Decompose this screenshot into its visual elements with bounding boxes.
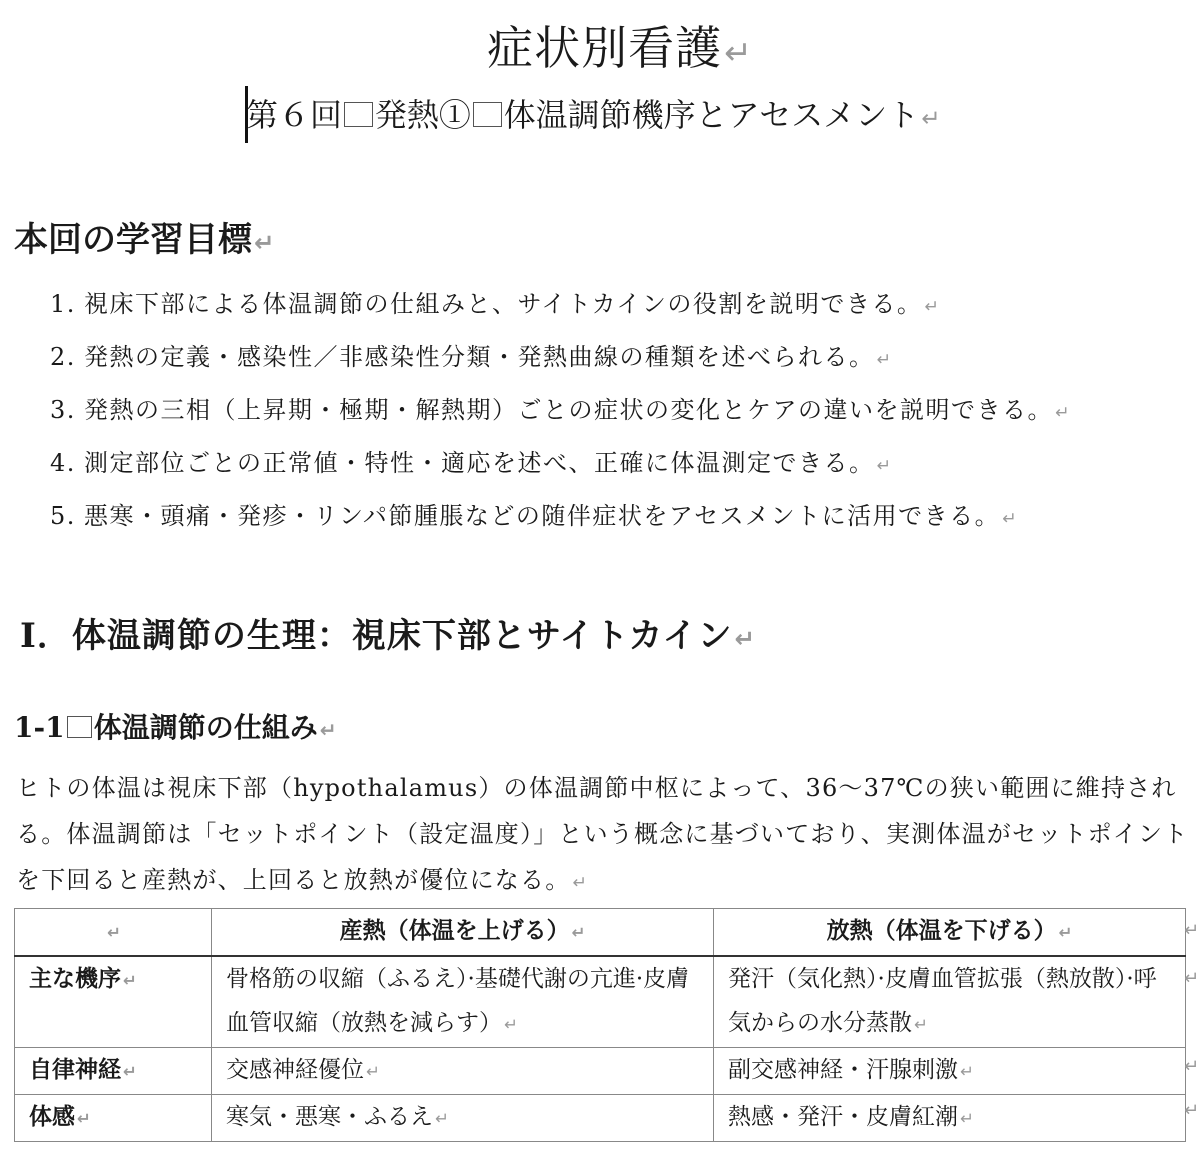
cell-text: 副交感神経・汗腺刺激 <box>728 1057 958 1083</box>
list-number: 2. <box>50 343 76 371</box>
cell-text: 骨格筋の収縮（ふるえ） <box>226 966 468 992</box>
list-item[interactable] <box>50 445 1071 498</box>
row-label-text: 主な機序 <box>29 965 121 992</box>
cell-text: 呼気からの水分蒸散 <box>728 966 1157 1036</box>
return-mark-icon: ↵ <box>123 971 137 990</box>
return-mark-icon: ↵ <box>1002 509 1019 529</box>
return-mark-icon: ↵ <box>123 1062 137 1081</box>
table-header-row <box>15 909 1186 957</box>
objectives-heading-text: 本回の学習目標 <box>14 220 252 260</box>
cell-text: 交感神経優位 <box>226 1057 364 1083</box>
return-mark-icon: ↵ <box>734 624 756 653</box>
table-row-label[interactable] <box>15 1095 212 1142</box>
list-item-text: 悪寒・頭痛・発疹・リンパ節腫脹などの随伴症状をアセスメントに活用できる。 <box>84 502 1001 530</box>
table-cell[interactable] <box>714 1095 1186 1142</box>
list-number: 3. <box>50 396 76 424</box>
list-item-text: 発熱の三相（上昇期・極期・解熱期）ごとの症状の変化とケアの違いを説明できる。 <box>84 396 1053 424</box>
row-end-mark-icon: ↵ <box>1184 1100 1200 1121</box>
subtitle-theme: 体温調節機序とアセスメント <box>503 96 920 134</box>
list-item-text: 発熱の定義・感染性／非感染性分類・発熱曲線の種類を述べられる。 <box>84 343 875 371</box>
return-mark-icon: ↵ <box>107 923 121 942</box>
return-mark-icon: ↵ <box>914 1015 928 1034</box>
list-item[interactable] <box>50 498 1071 551</box>
table-row <box>15 1048 1186 1095</box>
return-mark-icon: ↵ <box>1055 403 1071 423</box>
return-mark-icon: ↵ <box>319 718 337 742</box>
space-marker-icon <box>344 102 373 127</box>
document-subtitle[interactable] <box>246 90 941 136</box>
list-item-text: 測定部位ごとの正常値・特性・適応を述べ、正確に体温測定できる。 <box>84 449 875 477</box>
row-end-mark-icon: ↵ <box>1184 1056 1200 1077</box>
header-text: 産熱（体温を上げる） <box>339 917 570 944</box>
return-mark-icon: ↵ <box>435 1109 449 1128</box>
return-mark-icon: ↵ <box>366 1062 380 1081</box>
return-mark-icon: ↵ <box>876 350 893 370</box>
header-text: 放熱（体温を下げる） <box>826 917 1057 944</box>
return-mark-icon: ↵ <box>504 1015 518 1034</box>
subsection-title: 体温調節の仕組み <box>93 711 318 744</box>
list-number: 4. <box>50 449 76 477</box>
table-row-label[interactable] <box>15 956 212 1048</box>
document-title-text: 症状別看護 <box>487 21 723 75</box>
list-item-text: 視床下部による体温調節の仕組みと、サイトカインの役割を説明できる。 <box>84 290 923 318</box>
subsection-heading <box>14 706 337 746</box>
table-cell[interactable] <box>714 1048 1186 1095</box>
document-title <box>0 12 1200 78</box>
cell-text: 熱感・発汗・皮膚紅潮 <box>728 1104 958 1130</box>
cell-text: 発汗（気化熱） <box>728 966 878 992</box>
return-mark-icon: ↵ <box>960 1062 974 1081</box>
return-mark-icon: ↵ <box>571 923 586 942</box>
space-marker-icon <box>473 102 502 127</box>
table-cell[interactable]: 骨格筋の収縮（ふるえ）·基礎代謝の亢進·皮膚血管収縮（放熱を減らす） ↵ <box>212 956 714 1048</box>
return-mark-icon: ↵ <box>921 106 941 132</box>
table-row <box>15 1095 1186 1142</box>
row-label-text: 自律神経 <box>29 1056 121 1083</box>
row-label-text: 体感 <box>29 1103 75 1130</box>
table-cell[interactable] <box>212 1048 714 1095</box>
return-mark-icon: ↵ <box>77 1109 91 1128</box>
subtitle-session: 第６回 <box>246 96 343 134</box>
return-mark-icon: ↵ <box>724 33 753 72</box>
body-paragraph[interactable] <box>16 765 1192 906</box>
table-header-cell[interactable] <box>212 909 714 957</box>
body-paragraph-text: ヒトの体温は視床下部（hypothalamus）の体温調節中枢によって、36〜37℃の狭い範囲に維持される。体温調節は「セットポイント（設定温度）」という概念に基づいており、実測体温がセットポイントを下回ると産熱が、上回ると放熱が優位になる。 <box>16 774 1189 894</box>
subtitle-topic: 発熱① <box>374 96 471 134</box>
table-header-cell[interactable] <box>714 909 1186 957</box>
table-cell[interactable] <box>212 1095 714 1142</box>
return-mark-icon: ↵ <box>572 873 589 893</box>
table-header-cell[interactable] <box>15 909 212 957</box>
table-row-label[interactable] <box>15 1048 212 1095</box>
return-mark-icon: ↵ <box>876 456 893 476</box>
table-row <box>15 956 1186 1048</box>
section-heading-text: Ⅰ．体温調節の生理：視床下部とサイトカイン <box>20 616 733 656</box>
objectives-list <box>50 286 1071 551</box>
objectives-heading <box>14 212 275 261</box>
space-marker-icon <box>67 716 92 738</box>
subsection-number: 1-1 <box>14 711 65 744</box>
return-mark-icon: ↵ <box>960 1109 974 1128</box>
list-number: 5. <box>50 502 76 530</box>
cell-text: 皮膚血管収縮（放熱を減らす） <box>226 966 690 1036</box>
row-end-mark-icon: ↵ <box>1184 968 1200 989</box>
section-heading <box>20 608 756 657</box>
thermoregulation-table <box>14 908 1186 1142</box>
return-mark-icon: ↵ <box>254 228 275 257</box>
cell-text: 皮膚血管拡張（熱放散） <box>884 966 1127 992</box>
list-item[interactable] <box>50 339 1071 392</box>
row-end-mark-icon: ↵ <box>1184 920 1200 941</box>
cell-text: 寒気・悪寒・ふるえ <box>226 1104 433 1130</box>
table-cell[interactable]: 発汗（気化熱）·皮膚血管拡張（熱放散）·呼気からの水分蒸散 ↵ <box>714 956 1186 1048</box>
list-item[interactable] <box>50 392 1071 445</box>
list-item[interactable] <box>50 286 1071 339</box>
list-number: 1. <box>50 290 76 318</box>
cell-text: 基礎代謝の亢進 <box>474 966 636 992</box>
return-mark-icon: ↵ <box>924 297 941 317</box>
return-mark-icon: ↵ <box>1058 923 1073 942</box>
